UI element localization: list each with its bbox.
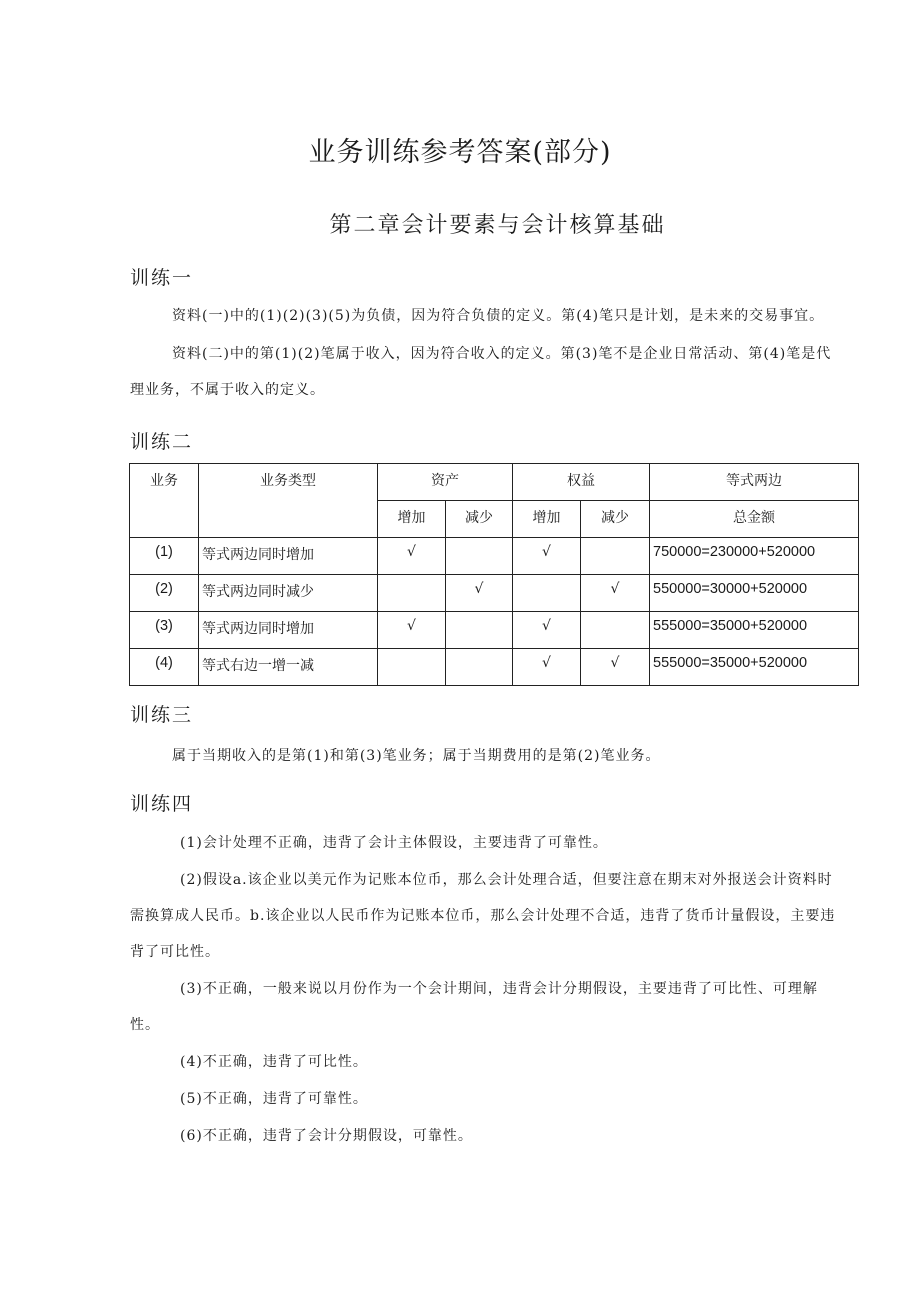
table-row [130,538,859,575]
t4-item-3: (3)不正确，一般来说以月份作为一个会计期间，违背会计分期假设，主要违背了可比性、可理解 [180,981,818,997]
row-number: (1) [130,538,199,575]
row-total: 555000=35000+520000 [650,649,859,686]
header-assets: 资产 [378,464,513,501]
t4-item-4: (4)不正确，违背了可比性。 [180,1054,368,1070]
row-number: (3) [130,612,199,649]
header-asset-increase: 增加 [378,501,446,538]
asset-increase-check: √ [378,612,446,649]
t1-paragraph-2-cont: 理业务，不属于收入的定义。 [130,382,325,398]
equity-decrease-check [581,538,650,575]
table-row [130,575,859,612]
table-row [130,649,859,686]
t4-item-6: (6)不正确，违背了会计分期假设，可靠性。 [180,1128,473,1144]
asset-decrease-check [446,612,513,649]
header-total: 总金额 [650,501,859,538]
row-total: 750000=230000+520000 [650,538,859,575]
header-asset-decrease: 减少 [446,501,513,538]
asset-decrease-check [446,649,513,686]
row-total: 550000=30000+520000 [650,575,859,612]
row-type: 等式两边同时增加 [199,612,378,649]
row-type: 等式右边一增一减 [199,649,378,686]
t1-paragraph-1: 资料(一)中的(1)(2)(3)(5)为负债，因为符合负债的定义。第(4)笔只是计划，是未来的交易事宜。 [172,308,825,324]
chapter-title: 第二章会计要素与会计核算基础 [329,213,666,238]
section-heading-4: 训练四 [130,793,194,815]
equity-decrease-check: √ [581,649,650,686]
asset-decrease-check [446,538,513,575]
section-heading-3: 训练三 [130,704,194,726]
section-heading-2: 训练二 [130,431,194,453]
header-equation: 等式两边 [650,464,859,501]
equity-increase-check: √ [513,538,581,575]
asset-increase-check [378,649,446,686]
table-row [130,612,859,649]
header-business: 业务 [130,464,199,538]
balance-table [129,463,859,686]
header-equity-increase: 增加 [513,501,581,538]
t4-item-2-cont-1: 需换算成人民币。b.该企业以人民币作为记账本位币，那么会计处理不合适，违背了货币计量假设，主要违 [130,908,836,924]
row-total: 555000=35000+520000 [650,612,859,649]
equity-decrease-check [581,612,650,649]
t3-paragraph-1: 属于当期收入的是第(1)和第(3)笔业务；属于当期费用的是第(2)笔业务。 [172,748,661,764]
asset-increase-check: √ [378,538,446,575]
asset-increase-check [378,575,446,612]
section-heading-1: 训练一 [130,267,194,289]
row-number: (4) [130,649,199,686]
t4-item-3-cont: 性。 [130,1017,160,1033]
header-type: 业务类型 [199,464,378,538]
equity-decrease-check: √ [581,575,650,612]
row-number: (2) [130,575,199,612]
row-type: 等式两边同时减少 [199,575,378,612]
t4-item-2: (2)假设a.该企业以美元作为记账本位币，那么会计处理合适，但要注意在期末对外报送会计资料时 [180,872,833,888]
t1-paragraph-2: 资料(二)中的第(1)(2)笔属于收入，因为符合收入的定义。第(3)笔不是企业日常活动、第(4)笔是代 [172,346,832,362]
page-title: 业务训练参考答案(部分) [308,137,612,168]
t4-item-5: (5)不正确，违背了可靠性。 [180,1091,368,1107]
equity-increase-check: √ [513,649,581,686]
header-equity: 权益 [513,464,650,501]
t4-item-2-cont-2: 背了可比性。 [130,944,220,960]
equity-increase-check [513,575,581,612]
t4-item-1: (1)会计处理不正确，违背了会计主体假设，主要违背了可靠性。 [180,835,608,851]
asset-decrease-check: √ [446,575,513,612]
header-equity-decrease: 减少 [581,501,650,538]
equity-increase-check: √ [513,612,581,649]
row-type: 等式两边同时增加 [199,538,378,575]
